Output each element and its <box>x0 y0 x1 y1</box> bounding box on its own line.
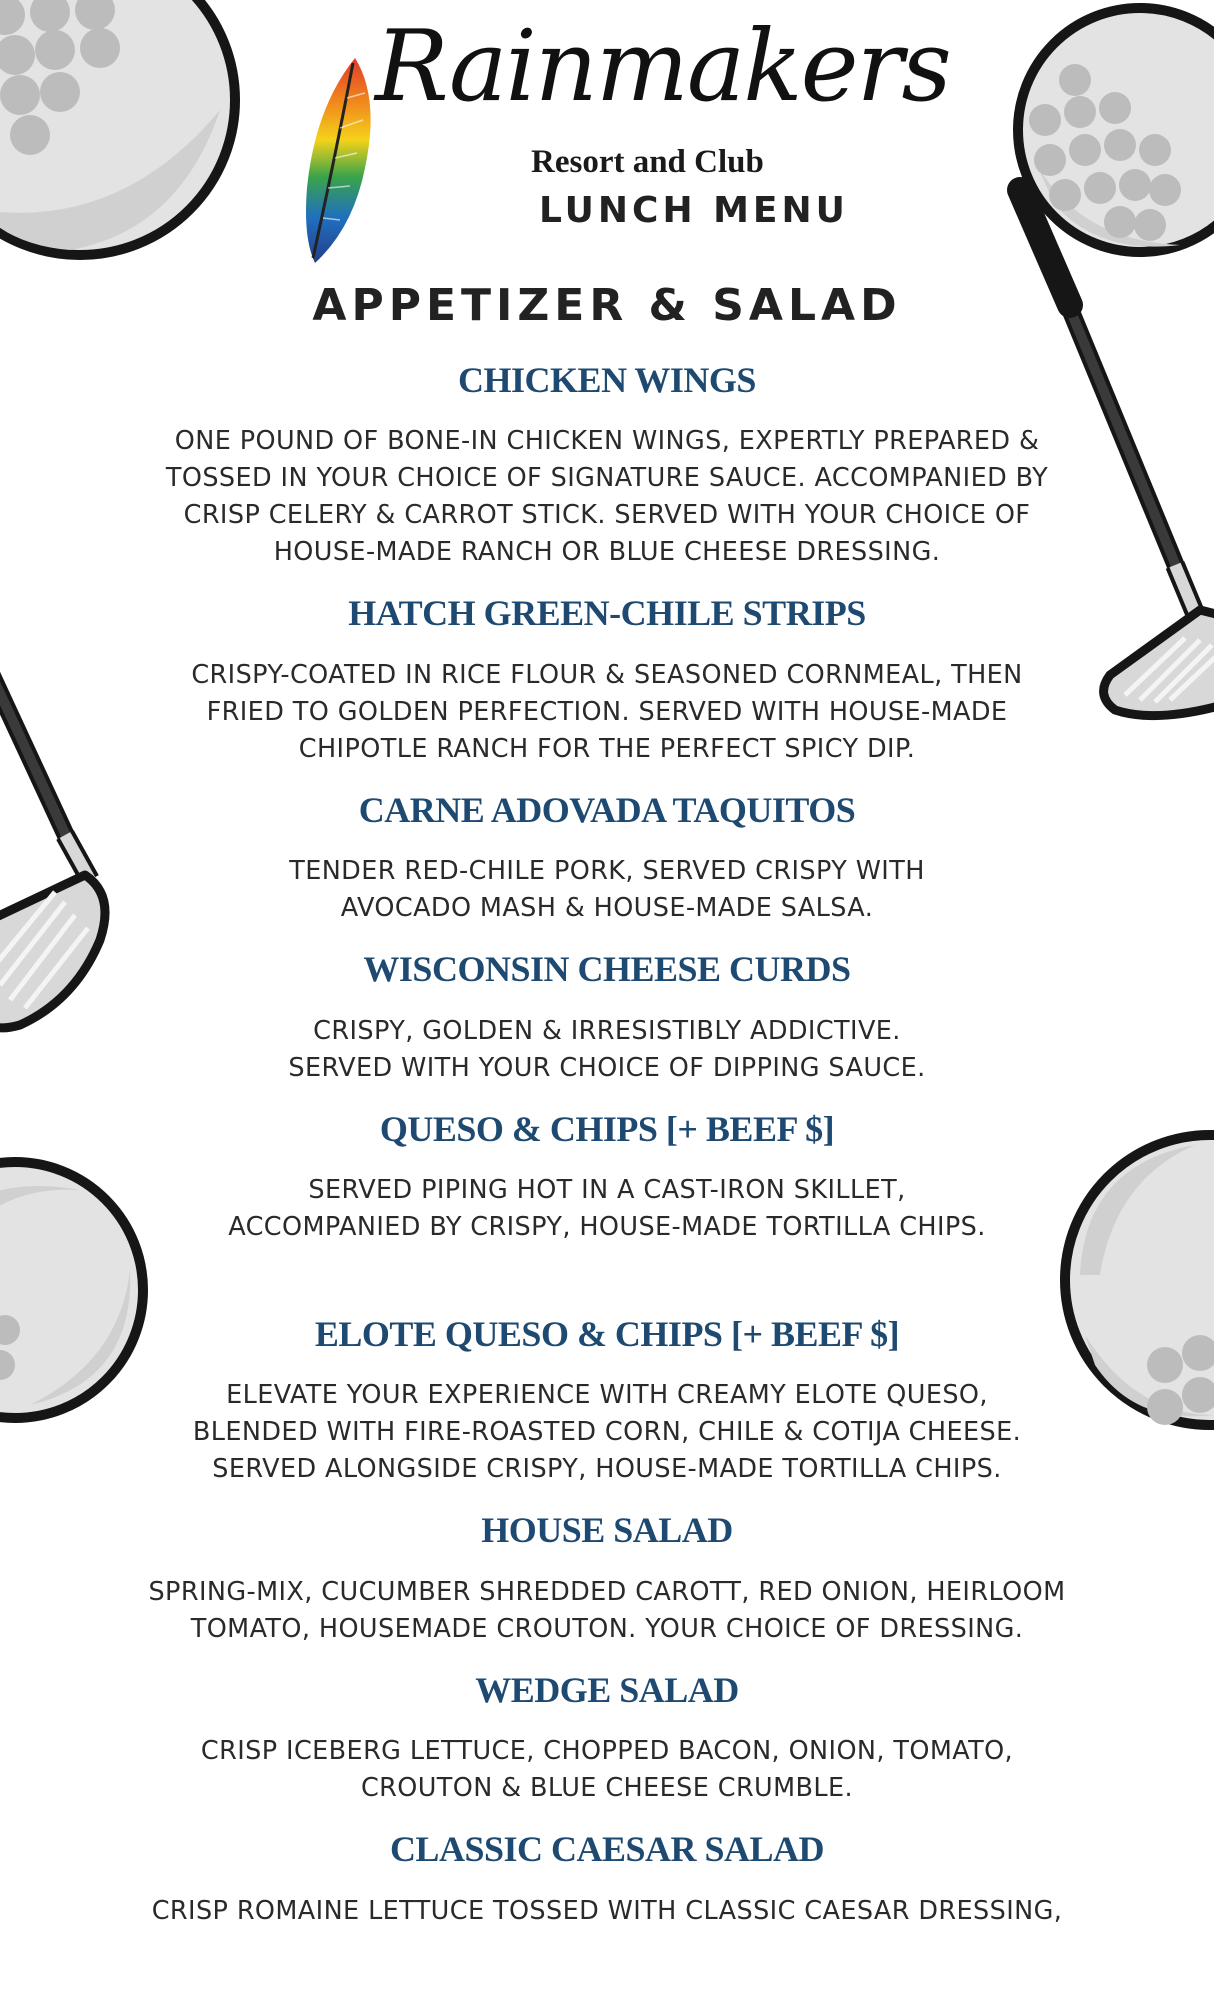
description-line: SERVED ALONGSIDE CRISPY, HOUSE-MADE TORTILLA CHIPS. <box>212 1454 1002 1485</box>
item-name: WISCONSIN CHEESE CURDS <box>363 949 851 990</box>
item-name: CHICKEN WINGS <box>458 360 756 400</box>
menu-item <box>0 593 1214 767</box>
description-line: TENDER RED-CHILE PORK, SERVED CRISPY WITH <box>289 856 925 887</box>
menu-item <box>0 790 1214 927</box>
item-description <box>107 1733 1107 1807</box>
menu-item <box>0 1829 1214 1929</box>
menu-item <box>0 1510 1214 1647</box>
brand-name: Rainmakers <box>375 10 950 124</box>
description-line: CRISPY-COATED IN RICE FLOUR & SEASONED CORNMEAL, THEN <box>191 659 1023 690</box>
item-description <box>107 423 1107 571</box>
description-line: CRISP ICEBERG LETTUCE, CHOPPED BACON, ONION, TOMATO, <box>200 1736 1014 1767</box>
item-name: CLASSIC CAESAR SALAD <box>389 1829 825 1870</box>
menu-item <box>0 949 1214 1086</box>
golf-ball-icon <box>0 0 250 300</box>
menu-title: LUNCH MENU <box>539 190 849 231</box>
section-title: APPETIZER & SALAD <box>312 280 902 331</box>
item-name: WEDGE SALAD <box>475 1669 739 1710</box>
description-line: ONE POUND OF BONE-IN CHICKEN WINGS, EXPERTLY PREPARED & <box>174 426 1040 457</box>
menu-items <box>0 360 1214 1930</box>
item-description <box>107 1377 1107 1488</box>
description-line: ELEVATE YOUR EXPERIENCE WITH CREAMY ELOTE QUESO, <box>226 1380 988 1411</box>
item-name: CARNE ADOVADA TAQUITOS <box>358 789 856 830</box>
description-line: TOMATO, HOUSEMADE CROUTON. YOUR CHOICE OF DRESSING. <box>190 1613 1024 1644</box>
menu-item <box>0 1314 1214 1488</box>
menu-item <box>0 1109 1214 1246</box>
menu-item <box>0 360 1214 571</box>
description-line: SERVED WITH YOUR CHOICE OF DIPPING SAUCE. <box>288 1052 926 1083</box>
brand-subtitle: Resort and Club <box>531 144 764 180</box>
description-line: CRISP CELERY & CARROT STICK. SERVED WITH YOUR CHOICE OF <box>183 500 1031 531</box>
item-description <box>107 853 1107 927</box>
description-line: AVOCADO MASH & HOUSE-MADE SALSA. <box>340 893 874 924</box>
item-description <box>107 1172 1107 1246</box>
description-line: HOUSE-MADE RANCH OR BLUE CHEESE DRESSING. <box>273 537 941 568</box>
description-line: CHIPOTLE RANCH FOR THE PERFECT SPICY DIP. <box>298 733 916 764</box>
description-line: BLENDED WITH FIRE-ROASTED CORN, CHILE & COTIJA CHEESE. <box>192 1417 1022 1448</box>
description-line: SPRING-MIX, CUCUMBER SHREDDED CAROTT, RED ONION, HEIRLOOM <box>148 1576 1066 1607</box>
description-line: FRIED TO GOLDEN PERFECTION. SERVED WITH HOUSE-MADE <box>206 696 1008 727</box>
item-description <box>107 657 1107 768</box>
description-line: CRISPY, GOLDEN & IRRESISTIBLY ADDICTIVE. <box>313 1015 901 1046</box>
menu-item <box>0 1670 1214 1807</box>
description-line: CRISP ROMAINE LETTUCE TOSSED WITH CLASSIC CAESAR DRESSING, <box>151 1895 1063 1926</box>
description-line: TOSSED IN YOUR CHOICE OF SIGNATURE SAUCE. ACCOMPANIED BY <box>165 463 1049 494</box>
item-name: QUESO & CHIPS [+ BEEF $] <box>379 1108 835 1149</box>
description-line: ACCOMPANIED BY CRISPY, HOUSE-MADE TORTILLA CHIPS. <box>228 1211 986 1242</box>
item-description <box>107 1013 1107 1087</box>
item-description <box>107 1574 1107 1648</box>
brand-logo <box>295 10 950 258</box>
item-name: ELOTE QUESO & CHIPS [+ BEEF $] <box>314 1313 900 1354</box>
description-line: CROUTON & BLUE CHEESE CRUMBLE. <box>360 1773 854 1804</box>
item-name: HATCH GREEN-CHILE STRIPS <box>348 593 866 634</box>
item-description <box>107 1893 1107 1930</box>
item-name: HOUSE SALAD <box>481 1510 733 1551</box>
description-line: SERVED PIPING HOT IN A CAST-IRON SKILLET, <box>308 1174 906 1205</box>
feather-icon <box>295 58 385 268</box>
